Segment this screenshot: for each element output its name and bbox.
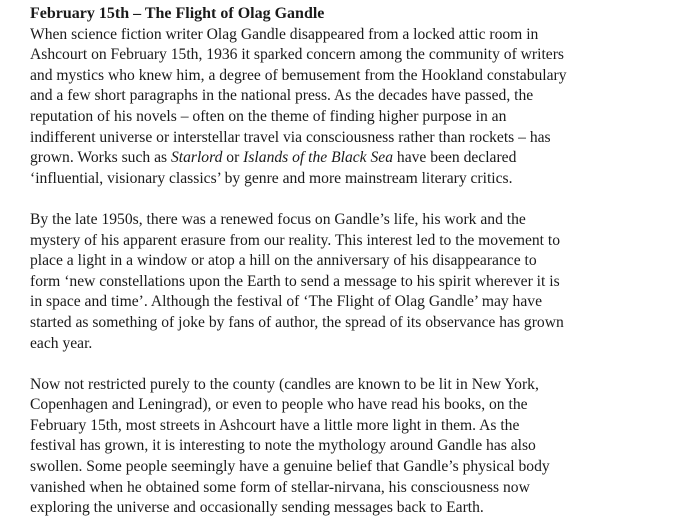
paragraph-line: Ashcourt on February 15th, 1936 it sparked concern among the community of writers (30, 46, 564, 64)
paragraph-line: indifferent universe or interstellar travel via consciousness rather than rockets – has (30, 128, 551, 146)
text-run: or (222, 149, 244, 167)
paragraph-line: and mystics who knew him, a degree of bemusement from the Hookland constabulary (30, 66, 567, 84)
book-title-islands: Islands of the Black Sea (243, 149, 394, 167)
paragraph-3 (30, 375, 676, 519)
paragraph-line: By the late 1950s, there was a renewed focus on Gandle’s life, his work and the (30, 210, 526, 228)
paragraph-line: started as something of joke by fans of author, the spread of its observance has grown (30, 313, 564, 331)
paragraph-line: and a few short paragraphs in the national press. As the decades have passed, the (30, 87, 534, 105)
paragraph-line: Now not restricted purely to the county (candles are known to be lit in New York, (30, 375, 539, 393)
paragraph-line: place a light in a window or atop a hill on the anniversary of his disappearance to (30, 252, 537, 270)
paragraph-line: swollen. Some people seemingly have a genuine belief that Gandle’s physical body (30, 458, 550, 476)
paragraph-line: When science fiction writer Olag Gandle disappeared from a locked attic room in (30, 25, 539, 43)
paragraph-line: in space and time’. Although the festival of ‘The Flight of Olag Gandle’ may have (30, 293, 542, 311)
paragraph-line: February 15th, most streets in Ashcourt have a little more light in them. As the (30, 416, 520, 434)
paragraph-line: each year. (30, 334, 93, 352)
paragraph-line: vanished when he obtained some form of stellar-nirvana, his consciousness now (30, 478, 530, 496)
paragraph-line: ‘influential, visionary classics’ by genre and more mainstream literary critics. (30, 169, 513, 187)
paragraph-line: mystery of his apparent erasure from our reality. This interest led to the movement to (30, 231, 561, 249)
paragraph-line: Copenhagen and Leningrad), or even to people who have read his books, on the (30, 396, 528, 414)
paragraph-line: festival has grown, it is interesting to note the mythology around Gandle has also (30, 437, 536, 455)
text-run: grown. Works such as (30, 149, 171, 167)
paragraph-line: reputation of his novels – often on the theme of finding higher purpose in an (30, 107, 507, 125)
paragraph-2 (30, 210, 676, 354)
book-title-starlord: Starlord (170, 149, 223, 167)
text-run: have been declared (393, 149, 517, 167)
paragraph-line: form ‘new constellations upon the Earth to send a message to his spirit wherever it is (30, 272, 560, 290)
paragraph-1 (30, 25, 676, 190)
article-title: February 15th – The Flight of Olag Gandle (30, 5, 325, 22)
paragraph-line: exploring the universe and occasionally sending messages back to Earth. (30, 499, 484, 517)
paragraph-line (30, 148, 676, 169)
